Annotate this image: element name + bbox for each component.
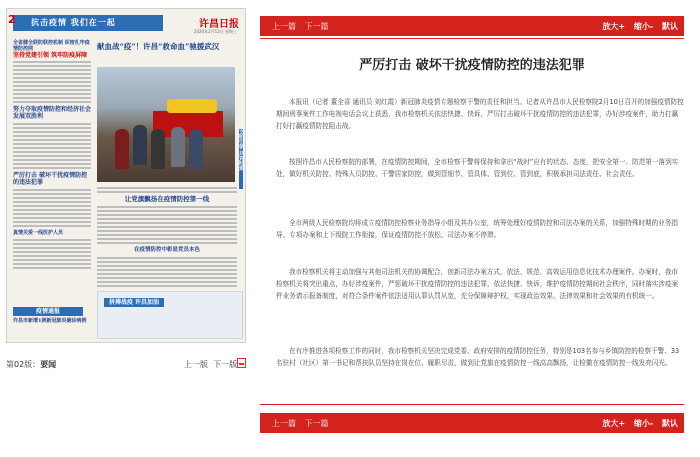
- news-photo[interactable]: [97, 67, 235, 182]
- article-paragraph-5: 在有序推进各项检察工作的同时，我市检察机关坚决完成党委、政府安排的疫情防控任务，特别是103名参与乡镇防控的检察干警、33名驻村（社区）第一书记和帮扶队员坚持在岗在位、履职尽责，做到让党旗在疫情防控一线高高飘扬，让检徽在疫情防控一线发亮闪光。: [276, 347, 680, 367]
- article-paragraph-1: 本报讯（记者 董全喜 通讯员 刘红霞）新冠肺炎疫情专题检察干警的责任和担当。记者从许昌市人民检察院2月10日召开的加强疫情防控期间刑事案件工作电视电话会议上获悉，我市检察机关依法快捷、快诉，严厉打击破坏干扰疫情防控的违法犯罪，办好涉疫案件，助力打赢打好打赢疫情防控阻击战。: [276, 98, 684, 130]
- prev-article-link[interactable]: 上一篇: [272, 22, 296, 31]
- article-toolbar-bottom: [260, 413, 684, 433]
- zoom-in-button[interactable]: 放大+: [602, 22, 626, 31]
- headline-left-mid-1[interactable]: 努力夺取疫情防控和经济社会发展双胜利: [13, 106, 92, 121]
- advertisement-block: [97, 291, 243, 339]
- prev-edition-link[interactable]: 上一版: [184, 360, 208, 369]
- zoom-out-button[interactable]: 缩小-: [633, 22, 654, 31]
- newspaper-page-thumbnail[interactable]: [6, 8, 246, 343]
- toolbar-divider-bottom: [260, 404, 684, 405]
- article-paragraph-4: 我市检察机关将主动加强与其他司法机关的协调配合，创新司法办案方式，依法、规范、高效运用信息化技术办理案件。办案时，我市检察机关将突出重点，办好涉疫案件，严惩破坏干扰疫情防控的违法犯罪，依法快捷、快诉，维护疫情防控期间社会秩序，同时落实涉疫案件业务请示报备制度，对符合条件案件依法适用认罪认罚从宽，充分保障辩护权，实现政治效果、法律效果和社会效果的有机统一。: [276, 268, 679, 300]
- masthead: 许昌日报: [199, 19, 239, 30]
- newspaper-header: [7, 9, 245, 37]
- prev-article-link-bottom[interactable]: 上一篇: [272, 419, 296, 428]
- article-toolbar-top: [260, 16, 684, 36]
- next-edition-link[interactable]: 下一版: [213, 360, 238, 369]
- article-paragraph-2: 按照许昌市人民检察院的部署，在疫情防控期间，全市检察干警将保持和拿出“战时”应有的状态、态度，把安全第一、防范第一落到实处，做好机关防控、特殊人员防控、干警居家防控，做到管细节、管具体、管到位、管到底，积极承担司法责任、社会责任。: [276, 158, 679, 178]
- ad-label: 拼搏战疫 许昌加油: [104, 298, 164, 307]
- zoom-in-button-bottom[interactable]: 放大+: [602, 419, 626, 428]
- center-column-text: [97, 185, 237, 289]
- headline-center-bottom[interactable]: 在疫情防控中彰显党员本色: [133, 247, 200, 254]
- article-title: 严厉打击 破坏干扰疫情防控的违法犯罪: [359, 58, 585, 73]
- left-column: [13, 41, 91, 271]
- page-number: 2: [8, 13, 16, 26]
- zoom-default-button[interactable]: 默认: [662, 22, 678, 31]
- headline-left-mid-3[interactable]: 真情关爱一线医护人员: [13, 229, 64, 236]
- edition-name[interactable]: 要闻: [40, 360, 57, 369]
- date-line: 2020年2月12日 星期三: [193, 29, 237, 34]
- header-slogan: 抗击疫情 我们在一起: [31, 18, 116, 27]
- zoom-default-button-bottom[interactable]: 默认: [662, 419, 678, 428]
- left-bottom-label[interactable]: 疫情通报: [13, 307, 83, 316]
- edition-nav: [184, 359, 237, 370]
- headline-left-mid-2[interactable]: 严厉打击 破坏干扰疫情防控的违法犯罪: [13, 172, 88, 187]
- next-article-link-bottom[interactable]: 下一篇: [304, 419, 329, 428]
- headline-center-top[interactable]: 献血战“疫”！许昌“救命血”驰援武汉: [97, 42, 220, 51]
- pdf-icon[interactable]: [237, 358, 246, 368]
- next-article-link[interactable]: 下一篇: [304, 22, 329, 31]
- headline-bottom-left[interactable]: 许昌市新增1例新冠肺炎确诊病例: [13, 318, 87, 324]
- headline-top-left-2[interactable]: 坚持党建引领 筑牢防疫屏障: [13, 51, 88, 59]
- zoom-out-button-bottom[interactable]: 缩小-: [633, 419, 654, 428]
- headline-top-left-1[interactable]: 全省健全联防联控机制 织密扎牢疫情防控网: [13, 40, 90, 52]
- edition-prefix: 第02版：: [6, 360, 41, 369]
- headline-center-mid[interactable]: 让党旗飘扬在疫情防控第一线: [124, 195, 210, 203]
- edition-label: [6, 359, 56, 370]
- toolbar-divider: [260, 38, 684, 39]
- headline-right-vertical[interactable]: 文明引领 共克时艰: [238, 129, 244, 171]
- article-paragraph-3: 全市两级人民检察院均将成立疫情防控检察业务指导小组及其办公室，统筹处理好疫情防控和司法办案的关系，加强特殊时期的业务指导、专项办案和上下级院工作衔接，保证疫情防控不放松、司法办案不停滞。: [276, 219, 679, 239]
